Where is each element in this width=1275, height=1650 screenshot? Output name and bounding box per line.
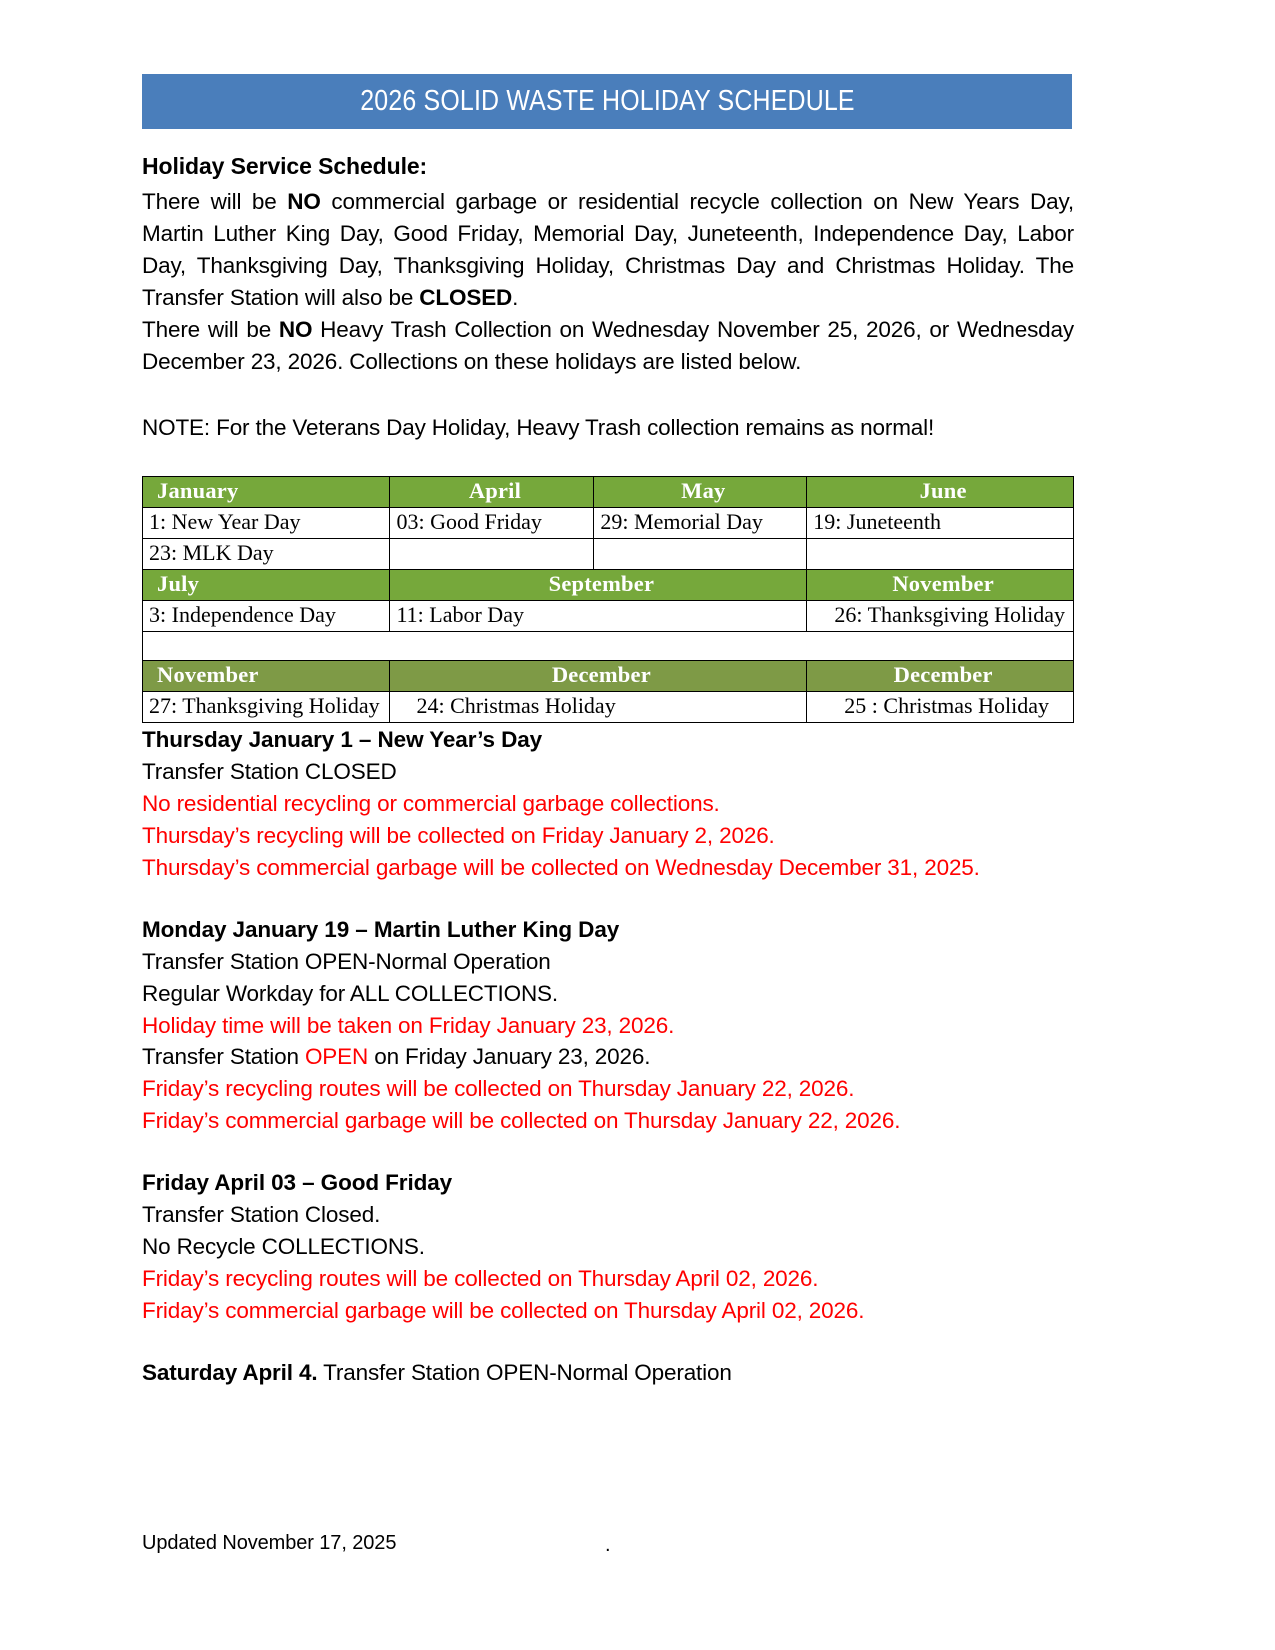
new-years-day-title: Thursday January 1 – New Year’s Day [142,727,543,752]
holiday-cell-mlk-day: 23: MLK Day [143,539,390,570]
holiday-month-table-container [142,476,1074,723]
new-years-day-line-1: Transfer Station CLOSED [142,758,397,784]
intro-section [142,152,1074,443]
saturday-april-4-rest: Transfer Station OPEN-Normal Operation [317,1359,732,1385]
new-years-day-line-4: Thursday’s commercial garbage will be collected on Wednesday December 31, 2025. [142,854,980,880]
holiday-cell-memorial-day: 29: Memorial Day [594,508,807,539]
holiday-block-saturday-april-4 [142,1357,1074,1389]
table-row [143,601,1074,632]
intro-p1-closed-emphasis: CLOSED [419,284,513,310]
mlk-line4-part-a: Transfer Station [142,1044,305,1070]
table-header-row-q3 [143,661,1074,692]
holiday-cell-labor-day: 11: Labor Day [390,601,807,632]
footer [142,1530,1074,1556]
good-friday-line-3: Friday’s recycling routes will be collected on Thursday April 02, 2026. [142,1266,819,1292]
intro-p1-no-emphasis: NO [287,188,321,214]
month-header-november-2: November [143,661,390,692]
holiday-month-table [142,476,1074,723]
good-friday-line-1: Transfer Station Closed. [142,1202,381,1228]
intro-p2-no-emphasis: NO [278,316,313,342]
intro-paragraph-2 [142,314,1074,378]
mlk-day-line-6: Friday’s commercial garbage will be collected on Thursday January 22, 2026. [142,1108,901,1134]
month-header-september: September [390,570,807,601]
holiday-cell-independence-day: 3: Independence Day [143,601,390,632]
footer-stray-dot: . [605,1534,611,1556]
holiday-details-section [142,724,1074,1389]
good-friday-title: Friday April 03 – Good Friday [142,1170,453,1196]
month-header-april: April [390,477,594,508]
holiday-block-new-years-day [142,724,1074,884]
page-title-banner [142,74,1072,129]
holiday-cell-christmas-holiday-24: 24: Christmas Holiday [390,692,807,723]
holiday-cell-thanksgiving-holiday-26: 26: Thanksgiving Holiday [807,601,1074,632]
intro-p1-part-a: There will be [142,188,288,214]
holiday-block-mlk-day [142,914,1074,1138]
good-friday-line-4: Friday’s commercial garbage will be collected on Thursday April 02, 2026. [142,1298,865,1323]
holiday-cell-empty-2 [594,539,807,570]
new-years-day-line-2: No residential recycling or commercial garbage collections. [142,790,720,816]
table-header-row-q1 [143,477,1074,508]
mlk-day-line-5: Friday’s recycling routes will be collected on Thursday January 22, 2026. [142,1076,855,1102]
month-header-july: July [143,570,390,601]
intro-p2-part-a: There will be [142,316,279,342]
mlk-day-title: Monday January 19 – Martin Luther King Day [142,916,620,942]
new-years-day-line-3: Thursday’s recycling will be collected on Friday January 2, 2026. [142,822,775,848]
intro-p1-part-c: . [512,284,519,310]
mlk-line4-part-b: on Friday January 23, 2026. [368,1044,651,1070]
table-header-row-q2 [143,570,1074,601]
mlk-day-line-2: Regular Workday for ALL COLLECTIONS. [142,980,559,1006]
intro-p2-part-b: Heavy Trash Collection on Wednesday November 25, 2026, or Wednesday December 23, 2026. Collections on these holidays are listed below. [142,316,1075,374]
holiday-cell-good-friday: 03: Good Friday [390,508,594,539]
holiday-block-good-friday [142,1167,1074,1327]
table-row [143,508,1074,539]
mlk-day-line-3: Holiday time will be taken on Friday January 23, 2026. [142,1012,675,1038]
month-header-may: May [594,477,807,508]
holiday-cell-thanksgiving-holiday-27: 27: Thanksgiving Holiday [143,692,390,723]
holiday-month-table-body [143,477,1074,723]
holiday-cell-christmas-holiday-25: 25 : Christmas Holiday [807,692,1074,723]
footer-updated-date: Updated November 17, 2025 [142,1532,397,1554]
mlk-day-line-1: Transfer Station OPEN-Normal Operation [142,948,551,974]
holiday-cell-empty-3 [807,539,1074,570]
month-header-december-1: December [390,661,807,692]
saturday-april-4-line [142,1357,1074,1389]
intro-p1-part-b: commercial garbage or residential recycle collection on New Years Day, Martin Luther King Day, Good Friday, Memorial Day, Juneteenth, Independence Day, Labor Day, Thanksgiving Day, Thanksgiving Holiday, Christmas Day and Christmas Holiday. The Transfer Station will also be [142,188,1074,310]
table-row [143,692,1074,723]
veterans-day-note: NOTE: For the Veterans Day Holiday, Heavy Trash collection remains as normal! [142,414,935,440]
intro-paragraph-1 [142,186,1074,314]
mlk-day-line-4 [142,1041,1074,1073]
holiday-cell-empty-1 [390,539,594,570]
month-header-june: June [807,477,1074,508]
month-header-january: January [143,477,390,508]
holiday-cell-new-year-day: 1: New Year Day [143,508,390,539]
table-row [143,539,1074,570]
good-friday-line-2: No Recycle COLLECTIONS. [142,1234,425,1260]
month-header-november-1: November [807,570,1074,601]
saturday-april-4-lead: Saturday April 4. [142,1359,318,1385]
holiday-cell-juneteenth: 19: Juneteenth [807,508,1074,539]
month-header-december-2: December [807,661,1074,692]
holiday-cell-spacer [143,632,1074,661]
table-row-spacer [143,632,1074,661]
mlk-line4-open-status: OPEN [304,1044,369,1070]
page-title: 2026 SOLID WASTE HOLIDAY SCHEDULE [359,85,855,117]
holiday-service-schedule-heading: Holiday Service Schedule: [142,153,428,179]
